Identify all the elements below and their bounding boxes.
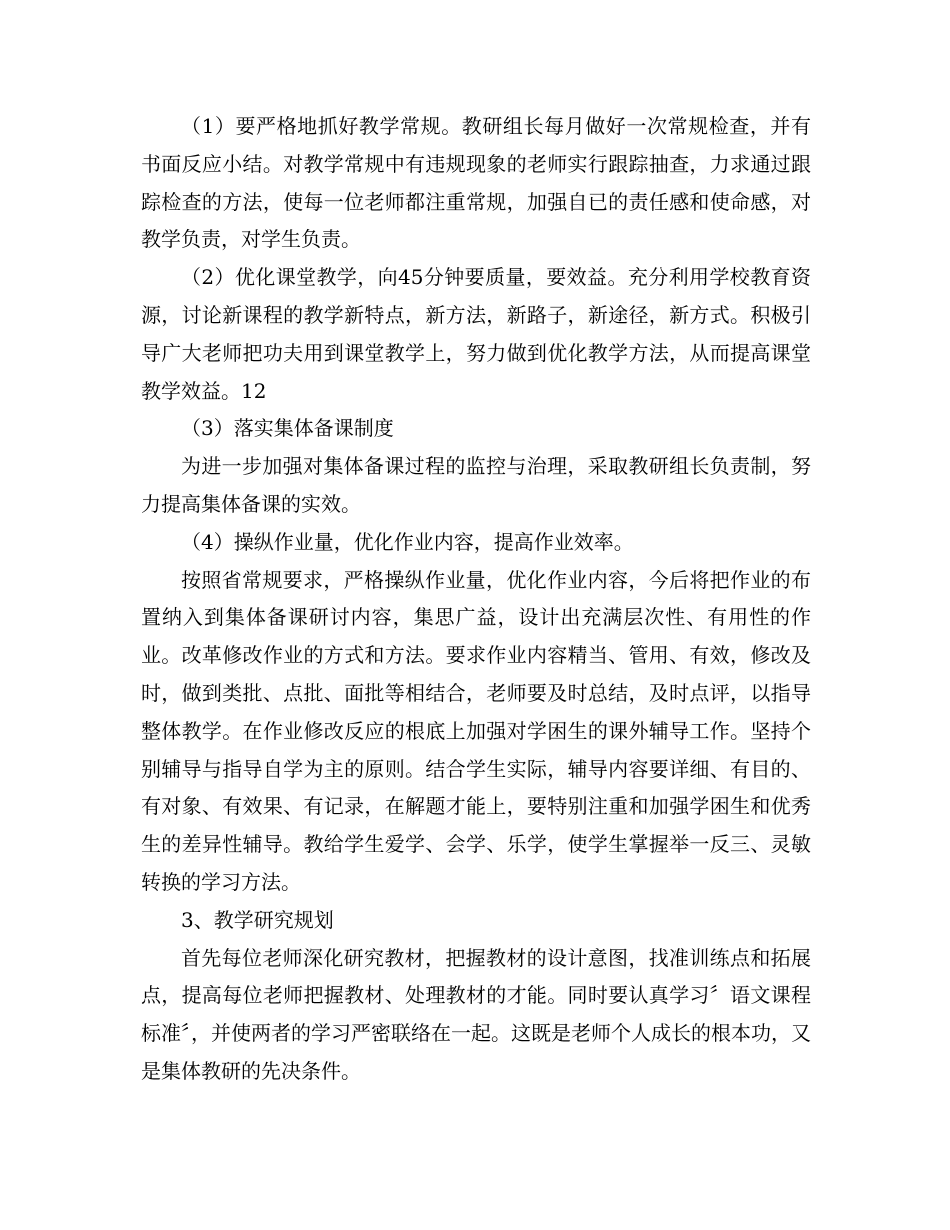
paragraph-homework: 按照省常规要求，严格操纵作业量，优化作业内容，今后将把作业的布置纳入到集体备课研讨内容，集思广益，设计出充满层次性、有用性的作业。改革修改作业的方式和方法。要求作业内容精当、管用、有效，修改及时，做到类批、点批、面批等相结合，老师要及时总结，及时点评，以指导整体教学。在作业修改反应的根底上加强对学困生的课外辅导工作。坚持个别辅导与指导自学为主的原则。结合学生实际，辅导内容要详细、有目的、有对象、有效果、有记录，在解题才能上，要特别注重和加强学困生和优秀生的差异性辅导。教给学生爱学、会学、乐学，使学生掌握举一反三、灵敏转换的学习方法。 xyxy=(141,567,811,894)
paragraph-item-2-classroom: （2）优化课堂教学，向45分钟要质量，要效益。充分利用学校教育资源，讨论新课程的教学新特点，新方法，新路子，新途径，新方式。积极引导广大老师把功夫用到课堂教学上，努力做到优化教学方法，从而提高课堂教学效益。12 xyxy=(141,265,811,403)
section-heading-teaching-research: 3、教学研究规划 xyxy=(181,907,334,932)
paragraph-item-4-heading: （4）操纵作业量，优化作业内容，提高作业效率。 xyxy=(181,529,634,554)
paragraph-item-1-routine: （1）要严格地抓好教学常规。教研组长每月做好一次常规检查，并有书面反应小结。对教学常规中有违规现象的老师实行跟踪抽查，力求通过跟踪检查的方法，使每一位老师都注重常规，加强自已的责任感和使命感，对教学负责，对学生负责。 xyxy=(141,114,811,252)
paragraph-collective-lesson-prep: 为进一步加强对集体备课过程的监控与治理，采取教研组长负责制，努力提高集体备课的实效。 xyxy=(141,454,811,516)
document-body xyxy=(141,108,811,1091)
paragraph-item-3-heading: （3）落实集体备课制度 xyxy=(181,416,394,441)
paragraph-teaching-research: 首先每位老师深化研究教材，把握教材的设计意图，找准训练点和拓展点，提高每位老师把握教材、处理教材的才能。同时要认真学习〞语文课程标准〞，并使两者的学习严密联络在一起。这既是老师个人成长的根本功，又是集体教研的先决条件。 xyxy=(141,945,811,1083)
